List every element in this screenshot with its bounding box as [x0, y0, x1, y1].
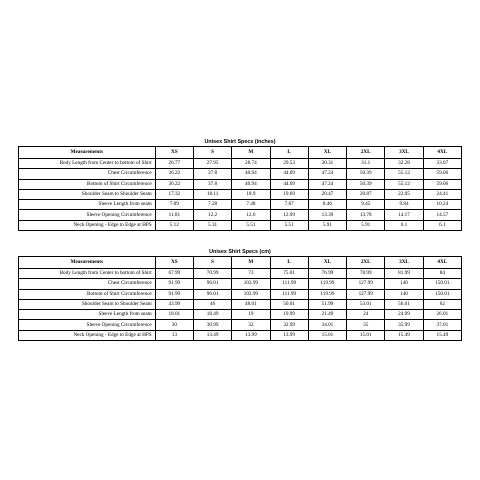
table-body [19, 269, 462, 341]
table-cell: 51.99 [308, 299, 346, 309]
row-label: Chest Circumference [19, 169, 156, 179]
table-cell: 111.99 [270, 289, 308, 299]
table-cell: 18.01 [155, 310, 193, 320]
table-cell: 20.47 [308, 189, 346, 199]
table-cell: 73 [232, 269, 270, 279]
table-cell: 56.01 [385, 299, 423, 309]
table-cell: 30.31 [308, 159, 346, 169]
table-cell: 37.01 [423, 320, 461, 330]
table-cell: 127.99 [347, 279, 385, 289]
table-cell: 103.99 [232, 279, 270, 289]
header-row [19, 147, 462, 159]
size-table-cm [18, 249, 462, 341]
table-cell: 6.1 [423, 220, 461, 230]
table-cell: 91.99 [155, 279, 193, 289]
table-cell: 37.8 [193, 179, 231, 189]
table-cell: 140 [385, 279, 423, 289]
row-label: Sleeve Length from seam [19, 310, 156, 320]
table-cell: 18.11 [193, 189, 231, 199]
table-row [19, 310, 462, 320]
table-cell: 15.01 [347, 330, 385, 340]
spec-table [18, 256, 462, 341]
table-cell: 44.09 [270, 169, 308, 179]
row-label: Sleeve Opening Circumference [19, 320, 156, 330]
table-cell: 28.74 [232, 159, 270, 169]
column-header: S [193, 147, 231, 159]
table-cell: 62 [423, 299, 461, 309]
table-cell: 5.12 [155, 220, 193, 230]
table-cell: 12.2 [193, 210, 231, 220]
table-cell: 5.51 [232, 220, 270, 230]
table-cell: 36.22 [155, 179, 193, 189]
column-header: 2XL [347, 257, 385, 269]
column-header: 2XL [347, 147, 385, 159]
table-cell: 13.99 [232, 330, 270, 340]
table-cell: 150.01 [423, 279, 461, 289]
table-cell: 30.99 [193, 320, 231, 330]
table-cell: 10.24 [423, 200, 461, 210]
table-cell: 70.99 [193, 269, 231, 279]
table-cell: 33.07 [423, 159, 461, 169]
table-row [19, 200, 462, 210]
table-cell: 103.99 [232, 289, 270, 299]
column-header: Measurements [19, 257, 156, 269]
table-row [19, 220, 462, 230]
table-cell: 11.81 [155, 210, 193, 220]
table-cell: 17.32 [155, 189, 193, 199]
table-cell: 75.01 [270, 269, 308, 279]
size-table-inches [18, 139, 462, 231]
table-cell: 37.8 [193, 169, 231, 179]
column-header: 3XL [385, 257, 423, 269]
table-cell: 50.39 [347, 179, 385, 189]
spec-table [18, 146, 462, 231]
table-cell: 22.05 [385, 189, 423, 199]
table-cell: 81.99 [385, 269, 423, 279]
header-row [19, 257, 462, 269]
table-cell: 30 [155, 320, 193, 330]
table-row [19, 159, 462, 169]
table-cell: 14.57 [423, 210, 461, 220]
table-cell: 5.51 [270, 220, 308, 230]
column-header: 4XL [423, 257, 461, 269]
table-cell: 13.49 [193, 330, 231, 340]
row-label: Bottom of Shirt Circumference [19, 179, 156, 189]
table-row [19, 320, 462, 330]
table-cell: 13.99 [270, 330, 308, 340]
table-cell: 15.49 [385, 330, 423, 340]
table-row [19, 189, 462, 199]
table-cell: 7.87 [270, 200, 308, 210]
row-label: Body Length from Center to bottom of Shirt [19, 159, 156, 169]
table-cell: 35 [347, 320, 385, 330]
table-cell: 32.28 [385, 159, 423, 169]
table-cell: 84 [423, 269, 461, 279]
table-row [19, 179, 462, 189]
table-cell: 78.99 [347, 269, 385, 279]
table-cell: 43.99 [155, 299, 193, 309]
table-cell: 6.1 [385, 220, 423, 230]
table-cell: 12.6 [232, 210, 270, 220]
table-cell: 7.28 [193, 200, 231, 210]
column-header: L [270, 257, 308, 269]
table-cell: 26.77 [155, 159, 193, 169]
table-cell: 46 [193, 299, 231, 309]
row-label: Shoulder Seam to Shoulder Seam [19, 189, 156, 199]
table-cell: 13.39 [308, 210, 346, 220]
table-cell: 32.99 [270, 320, 308, 330]
table-cell: 111.99 [270, 279, 308, 289]
table-row [19, 299, 462, 309]
table-cell: 32 [232, 320, 270, 330]
table-cell: 20.87 [347, 189, 385, 199]
table-cell: 119.99 [308, 289, 346, 299]
table-cell: 55.12 [385, 169, 423, 179]
table-row [19, 279, 462, 289]
row-label: Neck Opening - Edge to Edge at HPS [19, 220, 156, 230]
table-cell: 19.99 [270, 310, 308, 320]
table-cell: 36.22 [155, 169, 193, 179]
table-cell: 14.17 [385, 210, 423, 220]
table-cell: 24.99 [385, 310, 423, 320]
table-cell: 24.41 [423, 189, 461, 199]
column-header: 4XL [423, 147, 461, 159]
table-cell: 48.01 [232, 299, 270, 309]
table-cell: 13.78 [347, 210, 385, 220]
column-header: S [193, 257, 231, 269]
row-label: Bottom of Shirt Circumference [19, 289, 156, 299]
column-header: XL [308, 147, 346, 159]
table-title: Unisex Shirt Specs (cm) [209, 249, 271, 255]
table-cell: 127.99 [347, 289, 385, 299]
table-cell: 40.94 [232, 169, 270, 179]
table-cell: 19.69 [270, 189, 308, 199]
table-row [19, 169, 462, 179]
table-cell: 15.01 [308, 330, 346, 340]
column-header: XL [308, 257, 346, 269]
table-cell: 140 [385, 289, 423, 299]
table-cell: 7.48 [232, 200, 270, 210]
table-cell: 5.91 [347, 220, 385, 230]
table-cell: 18.9 [232, 189, 270, 199]
table-cell: 76.99 [308, 269, 346, 279]
table-cell: 67.99 [155, 269, 193, 279]
table-row [19, 289, 462, 299]
table-cell: 27.95 [193, 159, 231, 169]
table-cell: 55.12 [385, 179, 423, 189]
table-cell: 47.24 [308, 169, 346, 179]
row-label: Sleeve Opening Circumference [19, 210, 156, 220]
table-cell: 26.01 [423, 310, 461, 320]
row-label: Neck Opening - Edge to Edge at HPS [19, 330, 156, 340]
table-cell: 5.31 [193, 220, 231, 230]
table-cell: 53.01 [347, 299, 385, 309]
table-cell: 8.46 [308, 200, 346, 210]
column-header: M [232, 147, 270, 159]
table-cell: 96.01 [193, 289, 231, 299]
table-cell: 44.09 [270, 179, 308, 189]
table-cell: 9.84 [385, 200, 423, 210]
column-header: XS [155, 257, 193, 269]
table-cell: 12.99 [270, 210, 308, 220]
table-cell: 34.01 [308, 320, 346, 330]
table-cell: 5.91 [308, 220, 346, 230]
table-cell: 59.06 [423, 179, 461, 189]
column-header: L [270, 147, 308, 159]
table-cell: 24 [347, 310, 385, 320]
table-cell: 19 [232, 310, 270, 320]
table-cell: 40.94 [232, 179, 270, 189]
table-cell: 18.49 [193, 310, 231, 320]
table-cell: 15.49 [423, 330, 461, 340]
table-cell: 47.24 [308, 179, 346, 189]
table-cell: 91.99 [155, 289, 193, 299]
row-label: Sleeve Length from seam [19, 200, 156, 210]
table-body [19, 159, 462, 231]
table-title: Unisex Shirt Specs (inches) [204, 139, 276, 145]
column-header: XS [155, 147, 193, 159]
table-cell: 29.53 [270, 159, 308, 169]
table-cell: 31.1 [347, 159, 385, 169]
table-cell: 7.09 [155, 200, 193, 210]
table-cell: 13 [155, 330, 193, 340]
table-cell: 50.01 [270, 299, 308, 309]
table-cell: 35.99 [385, 320, 423, 330]
column-header: 3XL [385, 147, 423, 159]
column-header: M [232, 257, 270, 269]
table-cell: 9.45 [347, 200, 385, 210]
row-label: Chest Circumference [19, 279, 156, 289]
table-cell: 150.01 [423, 289, 461, 299]
row-label: Body Length from Center to bottom of Shirt [19, 269, 156, 279]
table-cell: 59.06 [423, 169, 461, 179]
table-row [19, 330, 462, 340]
table-cell: 21.49 [308, 310, 346, 320]
column-header: Measurements [19, 147, 156, 159]
table-row [19, 269, 462, 279]
table-row [19, 210, 462, 220]
table-cell: 96.01 [193, 279, 231, 289]
table-cell: 119.99 [308, 279, 346, 289]
table-cell: 50.39 [347, 169, 385, 179]
row-label: Shoulder Seam to Shoulder Seam [19, 299, 156, 309]
